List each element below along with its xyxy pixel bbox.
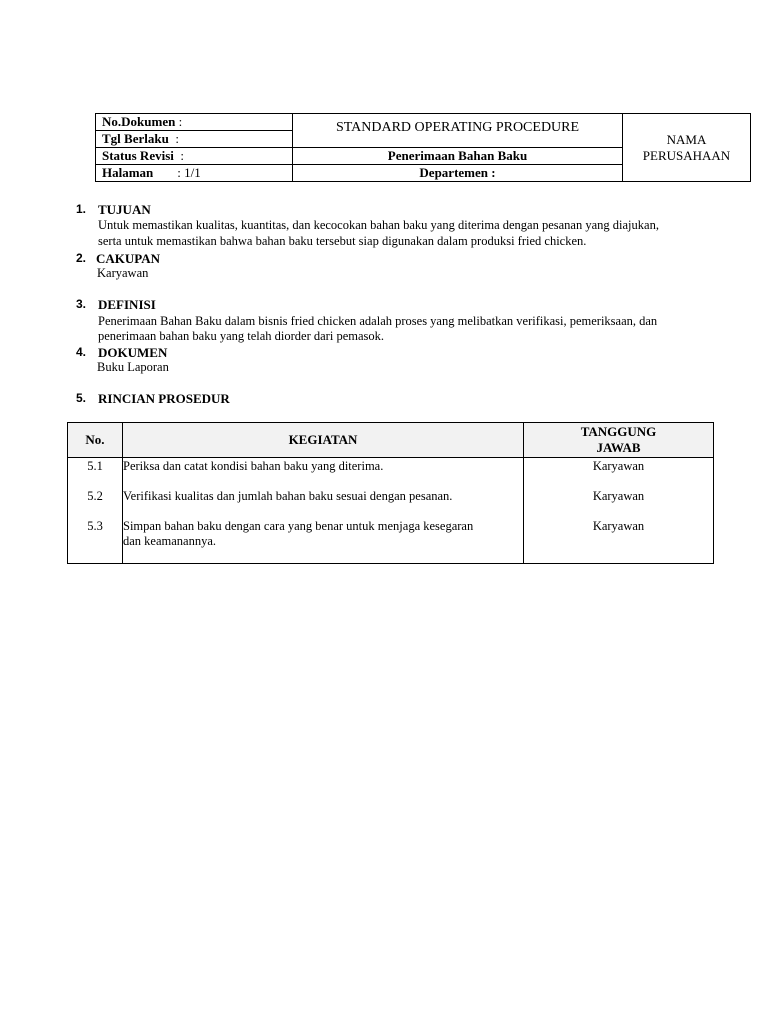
status-revisi-cell: [96, 148, 293, 165]
row-tanggung-jawab: Karyawan: [592, 459, 645, 473]
kegiatan-column: [123, 458, 524, 564]
departemen-cell: [293, 165, 623, 182]
section-number: 2.: [76, 251, 87, 265]
header-no: [68, 423, 123, 458]
procedure-name-cell: [293, 148, 623, 165]
definisi-line-2: penerimaan bahan baku yang telah diorder dari pemasok.: [98, 329, 384, 343]
halaman-value: : 1/1: [177, 165, 201, 180]
table-body-row: [68, 458, 714, 564]
row-kegiatan: Periksa dan catat kondisi bahan baku yang diterima.: [123, 459, 384, 473]
status-revisi-separator: :: [180, 148, 184, 163]
tgl-berlaku-cell: [96, 131, 293, 148]
no-column: [68, 458, 123, 564]
company-name-line1: NAMA: [666, 131, 707, 147]
section-title: DEFINISI: [98, 297, 156, 312]
header-no-label: No.: [85, 432, 105, 447]
sop-title-cell: [293, 114, 623, 148]
no-dokumen-cell: [96, 114, 293, 131]
header-kegiatan: [123, 423, 524, 458]
row-kegiatan-cont: dan keamanannya.: [123, 534, 217, 548]
section-number: 1.: [76, 202, 87, 216]
section-title: CAKUPAN: [96, 251, 161, 266]
tgl-berlaku-separator: :: [175, 131, 179, 146]
company-name-cell: [623, 114, 751, 182]
procedure-table: [67, 422, 714, 564]
halaman-label: Halaman: [102, 165, 154, 180]
halaman-cell: [96, 165, 293, 182]
section-title: RINCIAN PROSEDUR: [98, 391, 230, 406]
tgl-berlaku-label: Tgl Berlaku: [102, 131, 169, 146]
company-name-line2: PERUSAHAAN: [642, 147, 731, 163]
section-number: 4.: [76, 345, 87, 359]
no-dokumen-label: No.Dokumen: [102, 114, 176, 129]
definisi-line-1: Penerimaan Bahan Baku dalam bisnis fried chicken adalah proses yang melibatkan verifikasi, pemeriksaan, dan: [98, 314, 658, 328]
section-title: TUJUAN: [98, 202, 151, 217]
cakupan-text: Karyawan: [97, 266, 149, 280]
section-number: 5.: [76, 391, 87, 405]
section-number: 3.: [76, 297, 87, 311]
header-kegiatan-label: KEGIATAN: [288, 432, 358, 447]
sop-title: STANDARD OPERATING PROCEDURE: [335, 119, 580, 135]
sop-header-table: [95, 113, 751, 182]
procedure-name: Penerimaan Bahan Baku: [387, 148, 528, 163]
status-revisi-label: Status Revisi: [102, 148, 174, 163]
departemen-label: Departemen :: [419, 165, 496, 180]
row-kegiatan: Verifikasi kualitas dan jumlah bahan baku sesuai dengan pesanan.: [123, 489, 453, 503]
tujuan-line-2: serta untuk memastikan bahwa bahan baku tersebut siap digunakan dalam produksi fried chicken.: [98, 234, 587, 248]
tujuan-line-1: Untuk memastikan kualitas, kuantitas, dan kecocokan bahan baku yang diterima dengan pesanan yang diajukan,: [98, 218, 659, 232]
row-no: 5.3: [87, 519, 103, 533]
header-tanggung-line1: TANGGUNG: [580, 424, 657, 439]
section-title: DOKUMEN: [98, 345, 168, 360]
row-tanggung-jawab: Karyawan: [592, 489, 645, 503]
tanggung-jawab-column: [524, 458, 714, 564]
row-kegiatan: Simpan bahan baku dengan cara yang benar untuk menjaga kesegaran: [123, 519, 474, 533]
row-tanggung-jawab: Karyawan: [592, 519, 645, 533]
row-no: 5.1: [87, 459, 103, 473]
dokumen-text: Buku Laporan: [97, 360, 169, 374]
row-no: 5.2: [87, 489, 103, 503]
header-tanggung-line2: JAWAB: [596, 440, 641, 455]
table-header-row: [68, 423, 714, 458]
header-tanggung-jawab: [524, 423, 714, 458]
no-dokumen-separator: :: [178, 114, 183, 129]
